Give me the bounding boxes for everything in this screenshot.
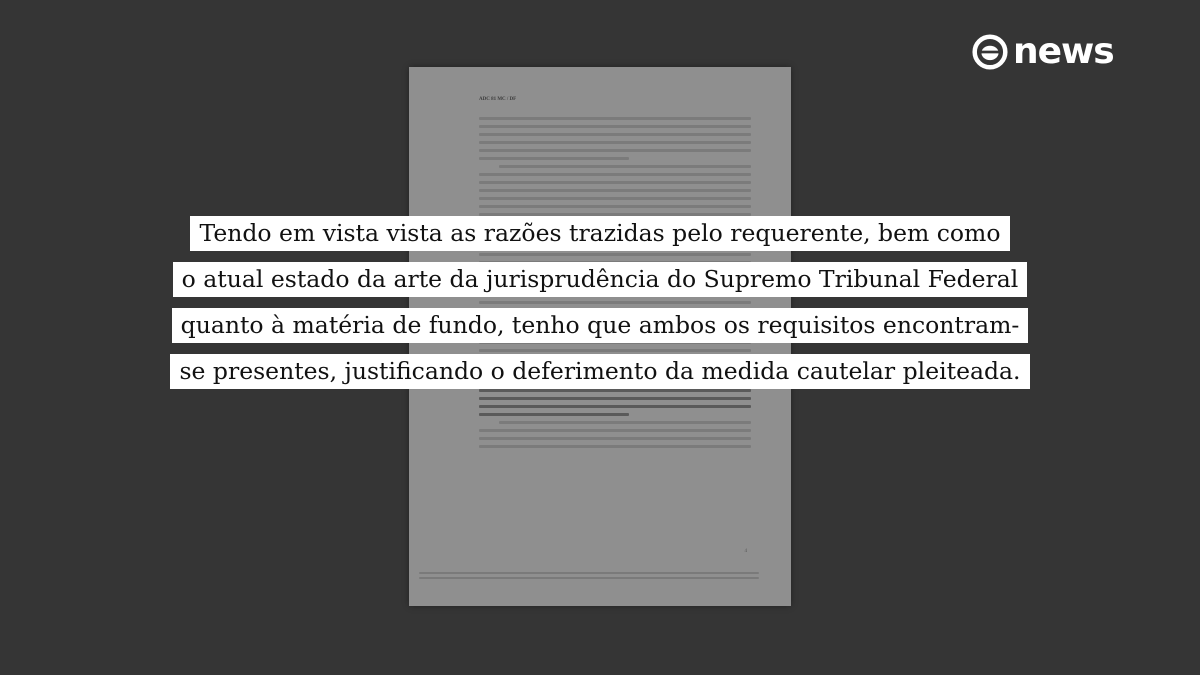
caption-line-3: quanto à matéria de fundo, tenho que ambos os requisitos encontram- — [172, 308, 1029, 343]
document-footnote — [419, 572, 759, 582]
caption-line-2: o atual estado da arte da jurisprudência do Supremo Tribunal Federal — [173, 262, 1028, 297]
channel-logo — [972, 32, 1114, 72]
logo-text: news — [1013, 31, 1114, 72]
document-page-number: 4 — [744, 549, 747, 554]
caption-line-1: Tendo em vista vista as razões trazidas pelo requerente, bem como — [190, 216, 1009, 251]
document-header: ADC 81 MC / DF — [479, 97, 517, 102]
quote-caption — [0, 216, 1200, 400]
caption-line-4: se presentes, justificando o deferimento da medida cautelar pleiteada. — [170, 354, 1029, 389]
globo-logo-icon — [972, 34, 1008, 70]
